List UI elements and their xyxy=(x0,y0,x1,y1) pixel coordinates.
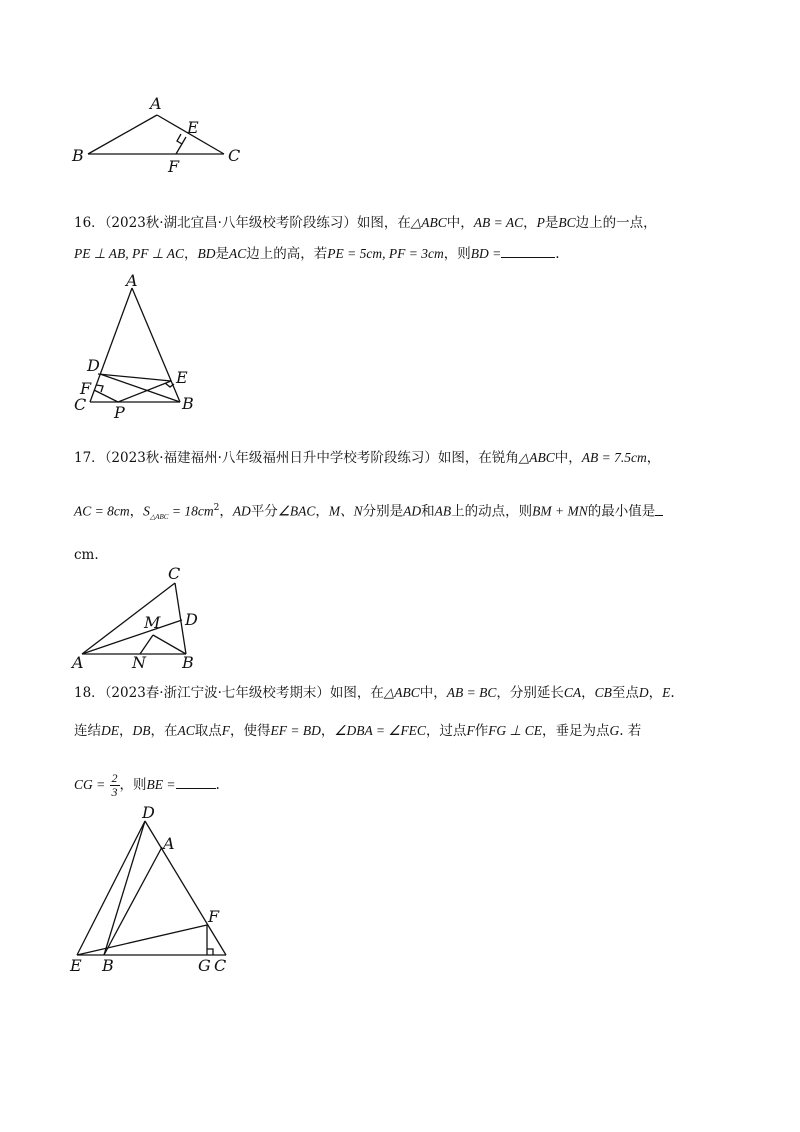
label-a: A xyxy=(126,271,138,290)
label-b: B xyxy=(102,956,114,975)
label-m: M xyxy=(144,613,161,632)
label-n: N xyxy=(132,653,146,672)
label-e: E xyxy=(70,956,82,975)
fraction-two-thirds: $\frac{2}{3}$ xyxy=(111,771,118,799)
q17-line-1: 17．（2023秋·福建福州·八年级福州日升中学校考阶段练习）如图，在锐角△ABC中，AB = 7.5cm， xyxy=(74,450,661,466)
figure-17-triangle xyxy=(60,565,220,675)
q17-line-2: AC = 8cm，$S_{\triangle ABC} = 18cm^2$，AD平分∠BAC，M、N分别是AD和AB上的动点，则BM + MN的最小值是 xyxy=(74,499,734,526)
answer-blank-18[interactable] xyxy=(176,772,216,789)
q18-line-2: 连结DE，DB，在AC取点F，使得EF = BD，∠DBA = ∠FEC，过点F作FG ⊥ CE，垂足为点G. 若 xyxy=(74,723,642,739)
q17-line-3: cm. xyxy=(74,547,99,563)
label-e: E xyxy=(187,118,199,137)
q16-line-2: PE ⊥ AB, PF ⊥ AC，BD是AC边上的高，若PE = 5cm, PF = 3cm，则BD = . xyxy=(74,246,560,262)
figure-18-triangle xyxy=(60,805,250,980)
label-f: F xyxy=(168,157,180,176)
label-b: B xyxy=(182,653,194,672)
label-c: C xyxy=(214,956,227,975)
label-g: G xyxy=(198,956,211,975)
q16-line-1: 16．（2023秋·湖北宜昌·八年级校考阶段练习）如图，在△ABC中，AB = AC，P是BC边上的一点， xyxy=(74,215,657,231)
label-b: B xyxy=(72,146,84,165)
label-c: C xyxy=(228,146,241,165)
q18-line-1: 18．（2023春·浙江宁波·七年级校考期末）如图，在△ABC中，AB = BC，分别延长CA，CB至点D，E. xyxy=(74,685,675,701)
label-d: D xyxy=(142,805,155,822)
figure-16-triangle xyxy=(60,270,220,420)
label-d: D xyxy=(87,356,100,375)
label-b: B xyxy=(182,394,194,413)
answer-blank-17[interactable] xyxy=(655,503,663,516)
label-e: E xyxy=(176,368,188,387)
label-a: A xyxy=(150,94,162,113)
label-d: D xyxy=(185,610,198,629)
label-f: F xyxy=(80,379,92,398)
figure-15-triangle xyxy=(60,90,260,180)
label-p: P xyxy=(114,403,125,420)
label-a: A xyxy=(163,834,175,853)
q18-line-3: CG = $\frac{2}{3}$ ，则BE = . xyxy=(74,771,220,799)
label-c: C xyxy=(168,565,181,583)
label-a: A xyxy=(72,653,84,672)
answer-blank-16[interactable] xyxy=(501,245,555,258)
label-f: F xyxy=(208,907,220,926)
label-c: C xyxy=(74,395,87,414)
